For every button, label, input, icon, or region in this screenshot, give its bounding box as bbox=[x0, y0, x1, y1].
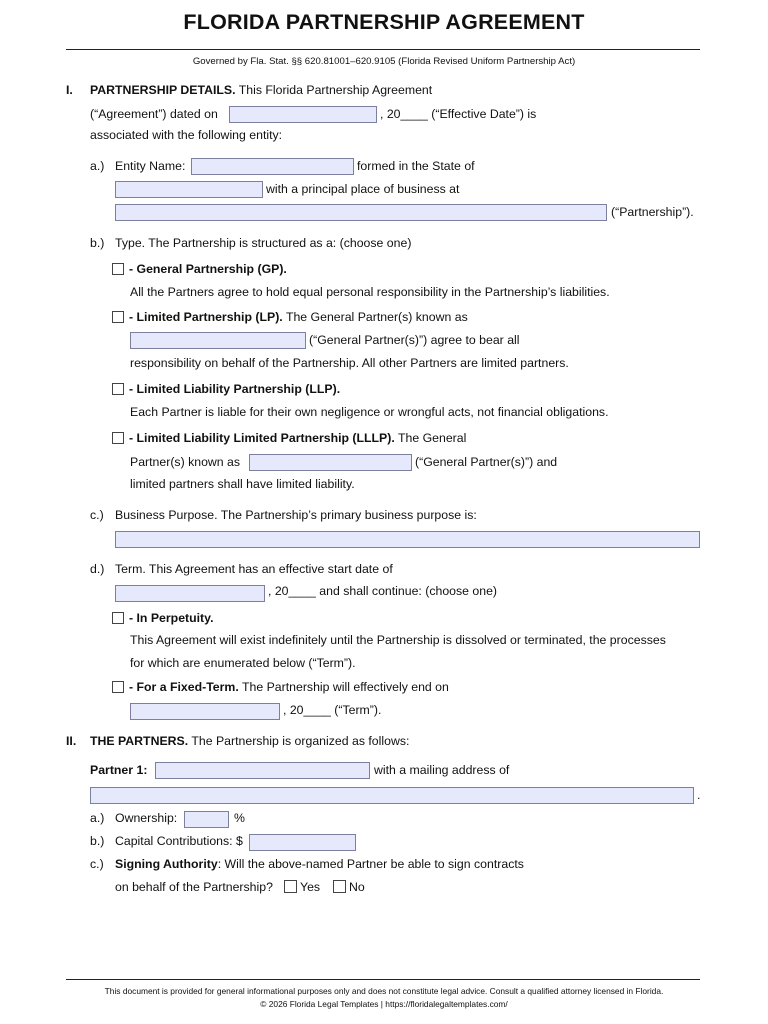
effective-date-field[interactable] bbox=[229, 106, 377, 123]
signing-no-label: No bbox=[349, 880, 365, 894]
entity-intro-text: associated with the following entity: bbox=[90, 128, 283, 142]
business-purpose-label: Business Purpose. The Partnership’s primary business purpose is: bbox=[115, 508, 477, 522]
gp-label: - General Partnership (GP). bbox=[129, 262, 287, 276]
gp-checkbox[interactable] bbox=[112, 263, 124, 275]
lllp-liability-text: limited partners shall have limited liability. bbox=[130, 477, 355, 491]
signing-no-checkbox[interactable] bbox=[333, 880, 346, 893]
lllp-known-as-label: Partner(s) known as bbox=[130, 455, 241, 469]
footer-copyright: © 2026 Florida Legal Templates | https://floridalegaltemplates.com/ bbox=[260, 999, 508, 1009]
fixed-term-text: The Partnership will effectively end on bbox=[241, 680, 449, 694]
section-1-intro-line-1 bbox=[90, 82, 432, 98]
perpetuity-label: - In Perpetuity. bbox=[129, 611, 214, 625]
partner-1-name-field[interactable] bbox=[155, 762, 370, 779]
state-field[interactable] bbox=[115, 181, 263, 198]
item-c-marker: c.) bbox=[90, 508, 104, 522]
fixed-term-checkbox[interactable] bbox=[112, 681, 124, 693]
ownership-percent-sign: % bbox=[234, 811, 245, 825]
section-2-intro-line bbox=[90, 733, 409, 749]
item-a-marker: a.) bbox=[90, 159, 105, 173]
section-1-number: I. bbox=[66, 83, 73, 97]
fixed-term-line bbox=[129, 679, 449, 695]
signing-authority-question: on behalf of the Partnership? bbox=[115, 880, 273, 894]
section-2-intro-text: The Partnership is organized as follows: bbox=[191, 734, 410, 748]
lp-label: - Limited Partnership (LP). bbox=[129, 310, 283, 324]
term-start-date-field[interactable] bbox=[115, 585, 265, 602]
principal-place-label: with a principal place of business at bbox=[266, 182, 460, 196]
document-title: FLORIDA PARTNERSHIP AGREEMENT bbox=[183, 10, 585, 34]
gp-description: All the Partners agree to hold equal personal responsibility in the Partnership’s liabilities. bbox=[130, 285, 610, 299]
lllp-label: - Limited Liability Limited Partnership (LLLP). bbox=[129, 431, 395, 445]
lp-general-partner-suffix: (“General Partner(s)”) agree to bear all bbox=[309, 333, 520, 347]
ownership-label: Ownership: bbox=[115, 811, 178, 825]
mailing-address-label: with a mailing address of bbox=[374, 763, 510, 777]
document-subtitle: Governed by Fla. Stat. §§ 620.81001–620.9105 (Florida Revised Uniform Partnership Act) bbox=[192, 56, 576, 67]
perpetuity-desc-1: This Agreement will exist indefinitely until the Partnership is dissolved or terminated, the processes bbox=[130, 633, 666, 647]
footer-rule bbox=[66, 979, 700, 980]
entity-name-field[interactable] bbox=[191, 158, 354, 175]
signing-authority-label: Signing Authority bbox=[115, 857, 218, 871]
header-rule bbox=[66, 49, 700, 50]
lllp-text: The General bbox=[397, 431, 467, 445]
lp-line-1 bbox=[129, 309, 468, 325]
signing-yes-checkbox[interactable] bbox=[284, 880, 297, 893]
address-period: . bbox=[697, 788, 701, 802]
partner-item-c-marker: c.) bbox=[90, 857, 104, 871]
llp-label: - Limited Liability Partnership (LLP). bbox=[129, 382, 341, 396]
lp-checkbox[interactable] bbox=[112, 311, 124, 323]
fixed-term-label: - For a Fixed-Term. bbox=[129, 680, 239, 694]
effective-date-suffix: , 20____ (“Effective Date”) is bbox=[380, 107, 537, 121]
term-start-suffix: , 20____ and shall continue: (choose one) bbox=[268, 584, 498, 598]
formed-in-state-label: formed in the State of bbox=[357, 159, 475, 173]
section-1-intro-text: This Florida Partnership Agreement bbox=[238, 83, 433, 97]
lllp-general-partner-field[interactable] bbox=[249, 454, 412, 471]
partner-1-label: Partner 1: bbox=[90, 763, 148, 777]
section-1-heading: PARTNERSHIP DETAILS. bbox=[90, 83, 236, 97]
item-d-marker: d.) bbox=[90, 562, 105, 576]
term-label: Term. This Agreement has an effective start date of bbox=[115, 562, 393, 576]
lp-text: The General Partner(s) known as bbox=[285, 310, 468, 324]
footer-disclaimer: This document is provided for general informational purposes only and does not constitute legal advice. Consult a qualified attorney licensed in Florida. bbox=[104, 986, 664, 996]
ownership-field[interactable] bbox=[184, 811, 229, 828]
lllp-checkbox[interactable] bbox=[112, 432, 124, 444]
llp-checkbox[interactable] bbox=[112, 383, 124, 395]
section-2-heading: THE PARTNERS. bbox=[90, 734, 189, 748]
lp-general-partner-field[interactable] bbox=[130, 332, 306, 349]
partnership-defined-label: (“Partnership”). bbox=[611, 205, 694, 219]
lllp-line-1 bbox=[129, 430, 466, 446]
signing-authority-line bbox=[115, 856, 524, 872]
lp-responsibility-text: responsibility on behalf of the Partnership. All other Partners are limited partners. bbox=[130, 356, 569, 370]
partner-item-a-marker: a.) bbox=[90, 811, 105, 825]
perpetuity-checkbox[interactable] bbox=[112, 612, 124, 624]
fixed-term-end-date-field[interactable] bbox=[130, 703, 280, 720]
llp-description: Each Partner is liable for their own negligence or wrongful acts, not financial obligations. bbox=[130, 405, 609, 419]
partner-item-b-marker: b.) bbox=[90, 834, 105, 848]
capital-contributions-field[interactable] bbox=[249, 834, 356, 851]
business-address-field[interactable] bbox=[115, 204, 607, 221]
partner-1-address-field[interactable] bbox=[90, 787, 694, 804]
business-purpose-field[interactable] bbox=[115, 531, 700, 548]
perpetuity-desc-2: for which are enumerated below (“Term”). bbox=[130, 656, 356, 670]
fixed-term-suffix: , 20____ (“Term”). bbox=[283, 703, 382, 717]
capital-contributions-label: Capital Contributions: $ bbox=[115, 834, 243, 848]
type-label: Type. The Partnership is structured as a: (choose one) bbox=[115, 236, 412, 250]
signing-authority-text: : Will the above-named Partner be able to sign contracts bbox=[217, 857, 524, 871]
item-b-marker: b.) bbox=[90, 236, 105, 250]
section-2-number: II. bbox=[66, 734, 77, 748]
lllp-general-partner-suffix: (“General Partner(s)”) and bbox=[415, 455, 558, 469]
entity-name-label: Entity Name: bbox=[115, 159, 186, 173]
signing-yes-label: Yes bbox=[300, 880, 321, 894]
agreement-dated-label: (“Agreement”) dated on bbox=[90, 107, 218, 121]
